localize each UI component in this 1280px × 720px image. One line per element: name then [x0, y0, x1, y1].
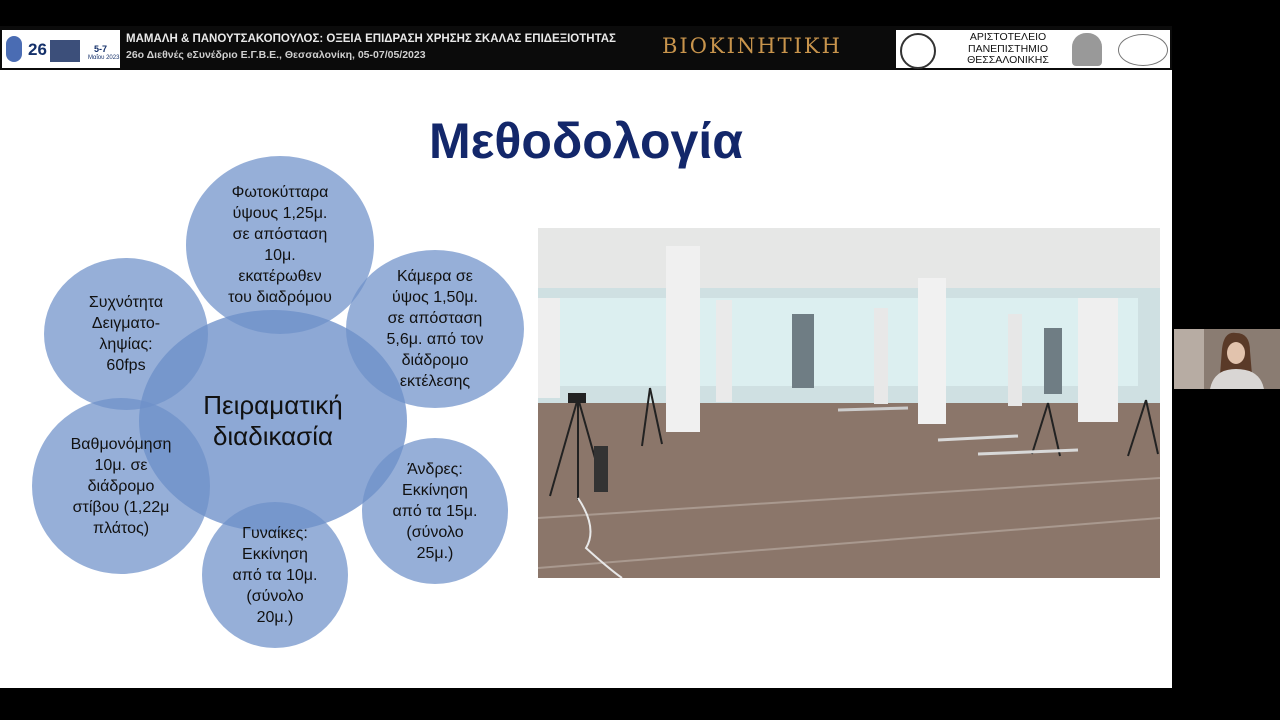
circle-label: Βαθμονόμηση 10μ. σε διάδρομο στίβου (1,22μ πλάτος) [70, 435, 172, 537]
auth-seal-icon [900, 33, 936, 69]
university-logo [896, 30, 1170, 68]
circle-label: Συχνότητα Δειγματο- ληψίας: 60fps [88, 294, 164, 374]
test-hall-photo [538, 228, 1160, 578]
logo-figure [6, 36, 22, 62]
diagram-circle-men [362, 438, 508, 584]
circle-label: Φωτοκύτταρα ύψους 1,25μ. σε απόσταση 10μ. εκατέρωθεν του διαδρόμου [228, 184, 332, 306]
slide-header-banner [0, 26, 1172, 70]
banner-conference: 26ο Διεθνές eΣυνέδριο Ε.Γ.Β.Ε., Θεσσαλονίκη, 05-07/05/2023 [126, 49, 426, 61]
diagram-circle-women [202, 502, 348, 648]
logo-month: Μαΐου 2023 [88, 55, 120, 61]
aristotle-bust-icon [1072, 33, 1102, 66]
circle-label: Κάμερα σε ύψος 1,50μ. σε απόσταση 5,6μ. από τον διάδρομο εκτέλεσης [386, 268, 484, 390]
slide-title: Μεθοδολογία [429, 113, 743, 169]
center-label: Πειραματική διαδικασία [203, 390, 343, 451]
diagram-circle-calibration [32, 398, 210, 574]
university-name: ΑΡΙΣΤΟΤΕΛΕΙΟ ΠΑΝΕΠΙΣΤΗΜΙΟ ΘΕΣΣΑΛΟΝΙΚΗΣ [967, 31, 1049, 66]
logo-number: 26 [28, 40, 47, 59]
presentation-slide [0, 26, 1172, 688]
logo-days: 5-7 [94, 44, 108, 54]
circle-label: Γυναίκες: Εκκίνηση από τα 10μ. (σύνολο 20μ.) [232, 524, 318, 626]
diagram-circle-camera [346, 250, 524, 408]
banner-authors-title: ΜΑΜΑΛΗ & ΠΑΝΟΥΤΣΑΚΟΠΟΥΛΟΣ: ΟΞΕΙΑ ΕΠΙΔΡΑΣΗ ΧΡΗΣΗΣ ΣΚΑΛΑΣ ΕΠΙΔΕΞΙΟΤΗΤΑΣ [126, 33, 616, 45]
institution-seal-icon [1118, 34, 1168, 66]
logo-photos [50, 40, 80, 62]
brand-logo: BIOKINHTIKH [662, 34, 842, 58]
presenter-webcam [1174, 329, 1280, 389]
egbe-logo-icon [2, 30, 120, 68]
circle-label: Άνδρες: Εκκίνηση από τα 15μ. (σύνολο 25μ.) [392, 460, 478, 562]
diagram-circle-photocells [186, 156, 374, 334]
diagram-circle-sampling [44, 258, 208, 410]
